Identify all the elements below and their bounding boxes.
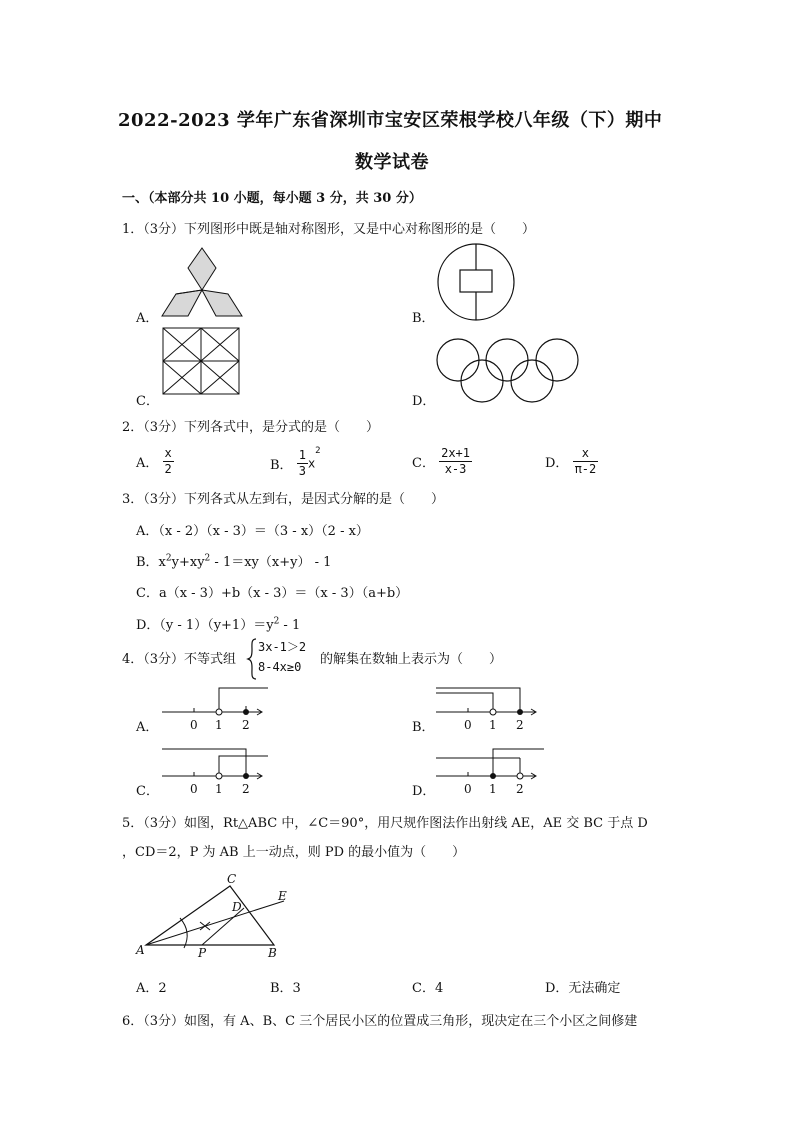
q5-option-b: B．3 — [270, 981, 301, 996]
q4-number-line-d — [436, 746, 548, 796]
q4-a-tick-1: 1 — [215, 718, 223, 732]
q2-c-numerator: 2x+1 — [441, 446, 470, 460]
q5-label-c: C — [227, 872, 237, 886]
q3-b-exp2: 2 — [204, 553, 211, 564]
page-title-line1: 2022-2023 学年广东省深圳市宝安区荣根学校八年级（下）期中 — [118, 110, 663, 131]
q3-d-exp: 2 — [273, 616, 280, 627]
q4-inequality-1: 3x-1＞2 — [258, 640, 307, 654]
q1-figure-d — [436, 336, 582, 406]
q4-b-tick-1: 1 — [489, 718, 497, 732]
q2-d-numerator: x — [573, 446, 599, 462]
q2-stem: 2．（3分）下列各式中，是分式的是（ ） — [122, 420, 380, 435]
q5-stem-line2: ，CD＝2，P 为 AB 上一动点，则 PD 的最小值为（ ） — [122, 845, 466, 860]
q4-option-c-label: C． — [136, 784, 159, 799]
q4-stem-post: 的解集在数轴上表示为（ ） — [320, 652, 503, 667]
q1-option-a-label: A． — [136, 311, 159, 326]
q2-option-d — [545, 446, 598, 477]
q2-c-denominator: x-3 — [444, 462, 467, 476]
q3-option-c: C．a（x - 3）+b（x - 3）＝（x - 3）（a+b） — [136, 586, 409, 601]
q2-a-label: A． — [136, 456, 159, 471]
q4-a-tick-0: 0 — [190, 718, 198, 732]
q4-c-tick-1: 1 — [215, 782, 223, 796]
q4-d-tick-1: 1 — [489, 782, 497, 796]
q3-d-post: - 1 — [279, 618, 301, 633]
q1-figure-c — [162, 327, 240, 397]
page-title-line2: 数学试卷 — [355, 152, 429, 173]
q1-option-b-label: B． — [412, 311, 435, 326]
q5-triangle-figure — [134, 870, 294, 962]
q3-d-pre: D．（y - 1）（y+1）＝y — [136, 618, 274, 633]
q2-d-label: D． — [545, 456, 569, 471]
q6-stem: 6．（3分）如图，有 A、B、C 三个居民小区的位置成三角形，现决定在三个小区之间修建 — [122, 1014, 638, 1029]
q4-option-a-label: A． — [136, 720, 159, 735]
q2-b-label: B． — [270, 458, 293, 473]
q1-figure-b — [436, 242, 516, 322]
q2-d-denominator: π-2 — [574, 462, 597, 476]
q4-number-line-b — [436, 684, 546, 734]
brace-icon — [247, 638, 257, 680]
q5-stem-line1: 5．（3分）如图，Rt△ABC 中，∠C＝90°，用尺规作图法作出射线 AE，AE 交 BC 于点 D — [122, 816, 648, 831]
q3-b-exp1: 2 — [165, 553, 172, 564]
q2-a-fraction — [163, 446, 174, 477]
q5-label-p: P — [198, 946, 207, 960]
q1-option-c-label: C． — [136, 394, 159, 409]
q2-option-c — [412, 446, 472, 477]
q2-b-denominator: 3 — [298, 464, 306, 478]
q4-option-d-label: D． — [412, 784, 436, 799]
q5-label-e: E — [278, 889, 287, 903]
q4-stem-pre: 4．（3分）不等式组 — [122, 652, 237, 667]
q5-option-c: C．4 — [412, 981, 444, 996]
q4-inequality-2: 8-4x≥0 — [258, 660, 302, 674]
q3-option-b — [136, 551, 331, 570]
q5-option-d: D．无法确定 — [545, 981, 621, 996]
q2-a-denominator: 2 — [164, 462, 172, 476]
q4-number-line-a — [162, 684, 272, 734]
q1-option-d-label: D． — [412, 394, 436, 409]
q2-a-numerator: x — [164, 446, 172, 460]
q4-d-tick-2: 2 — [516, 782, 524, 796]
q1-figure-a — [160, 246, 246, 322]
q4-a-tick-2: 2 — [242, 718, 250, 732]
q2-b-variable: x — [307, 456, 316, 471]
q2-b-exponent: 2 — [315, 446, 321, 456]
q3-b-mid: y+xy — [171, 555, 205, 570]
q3-b-pre: B．x — [136, 555, 166, 570]
q5-label-b: B — [268, 946, 277, 960]
q3-b-post: - 1＝xy（x+y） - 1 — [210, 555, 332, 570]
section-header: 一、（本部分共 10 小题，每小题 3 分，共 30 分） — [122, 191, 422, 206]
q4-number-line-c — [162, 746, 272, 796]
q4-b-tick-0: 0 — [464, 718, 472, 732]
q5-label-d: D — [232, 900, 242, 914]
q2-c-label: C． — [412, 456, 435, 471]
q4-c-tick-2: 2 — [242, 782, 250, 796]
q5-label-a: A — [136, 943, 145, 957]
q4-b-tick-2: 2 — [516, 718, 524, 732]
q3-stem: 3．（3分）下列各式从左到右，是因式分解的是（ ） — [122, 492, 445, 507]
q3-option-a: A．（x - 2）（x - 3）＝（3 - x）（2 - x） — [136, 524, 369, 539]
q4-c-tick-0: 0 — [190, 782, 198, 796]
q2-option-b — [270, 446, 321, 479]
q4-d-tick-0: 0 — [464, 782, 472, 796]
q2-b-numerator: 1 — [298, 448, 306, 462]
q2-c-fraction — [439, 446, 472, 477]
q2-b-fraction — [297, 448, 308, 479]
q4-option-b-label: B． — [412, 720, 435, 735]
q2-option-a — [136, 446, 174, 477]
q5-option-a: A．2 — [136, 981, 167, 996]
q3-option-d — [136, 614, 300, 633]
q2-d-fraction — [573, 446, 599, 477]
q1-stem: 1．（3分）下列图形中既是轴对称图形，又是中心对称图形的是（ ） — [122, 222, 536, 237]
